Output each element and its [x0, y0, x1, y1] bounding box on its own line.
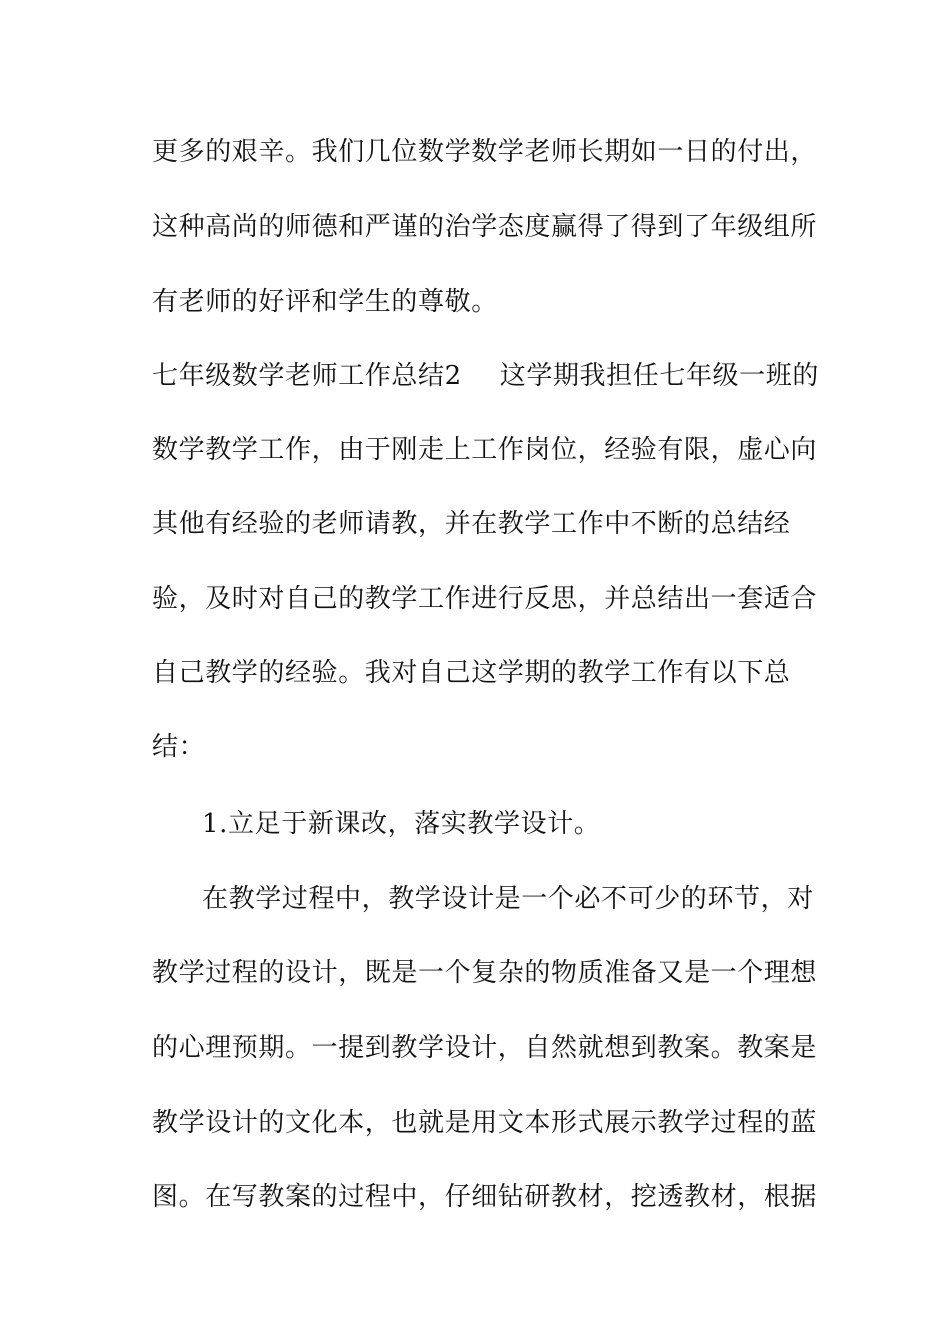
text-line: 验，及时对自己的教学工作进行反思，并总结出一套适合 — [152, 584, 818, 614]
text-line: 数学教学工作，由于刚走上工作岗位，经验有限，虚心向 — [152, 435, 818, 465]
numbered-heading: 1.立足于新课改，落实教学设计。 — [202, 809, 601, 839]
text-line: 结： — [152, 732, 206, 762]
section-intro: 这学期我担任七年级一班的 — [499, 361, 819, 391]
text-line: 的心理预期。一提到教学设计，自然就想到教案。教案是 — [152, 1033, 818, 1063]
text-line: 其他有经验的老师请教，并在教学工作中不断的总结经 — [152, 509, 791, 539]
text-line: 教学过程的设计，既是一个复杂的物质准备又是一个理想 — [152, 958, 818, 988]
text-line: 教学设计的文化本，也就是用文本形式展示教学过程的蓝 — [152, 1108, 818, 1138]
text-line: 这种高尚的师德和严谨的治学态度赢得了得到了年级组所 — [152, 212, 818, 242]
text-line: 有老师的好评和学生的尊敬。 — [152, 287, 498, 317]
text-line: 图。在写教案的过程中，仔细钻研教材，挖透教材，根据 — [152, 1182, 818, 1212]
text-line: 自己教学的经验。我对自己这学期的教学工作有以下总 — [152, 658, 791, 688]
section-heading-line — [152, 360, 819, 392]
section-title: 七年级数学老师工作总结2 — [152, 361, 462, 391]
paragraph-start-line: 在教学过程中，教学设计是一个必不可少的环节，对 — [202, 884, 814, 914]
text-line: 更多的艰辛。我们几位数学数学老师长期如一日的付出， — [152, 137, 818, 167]
